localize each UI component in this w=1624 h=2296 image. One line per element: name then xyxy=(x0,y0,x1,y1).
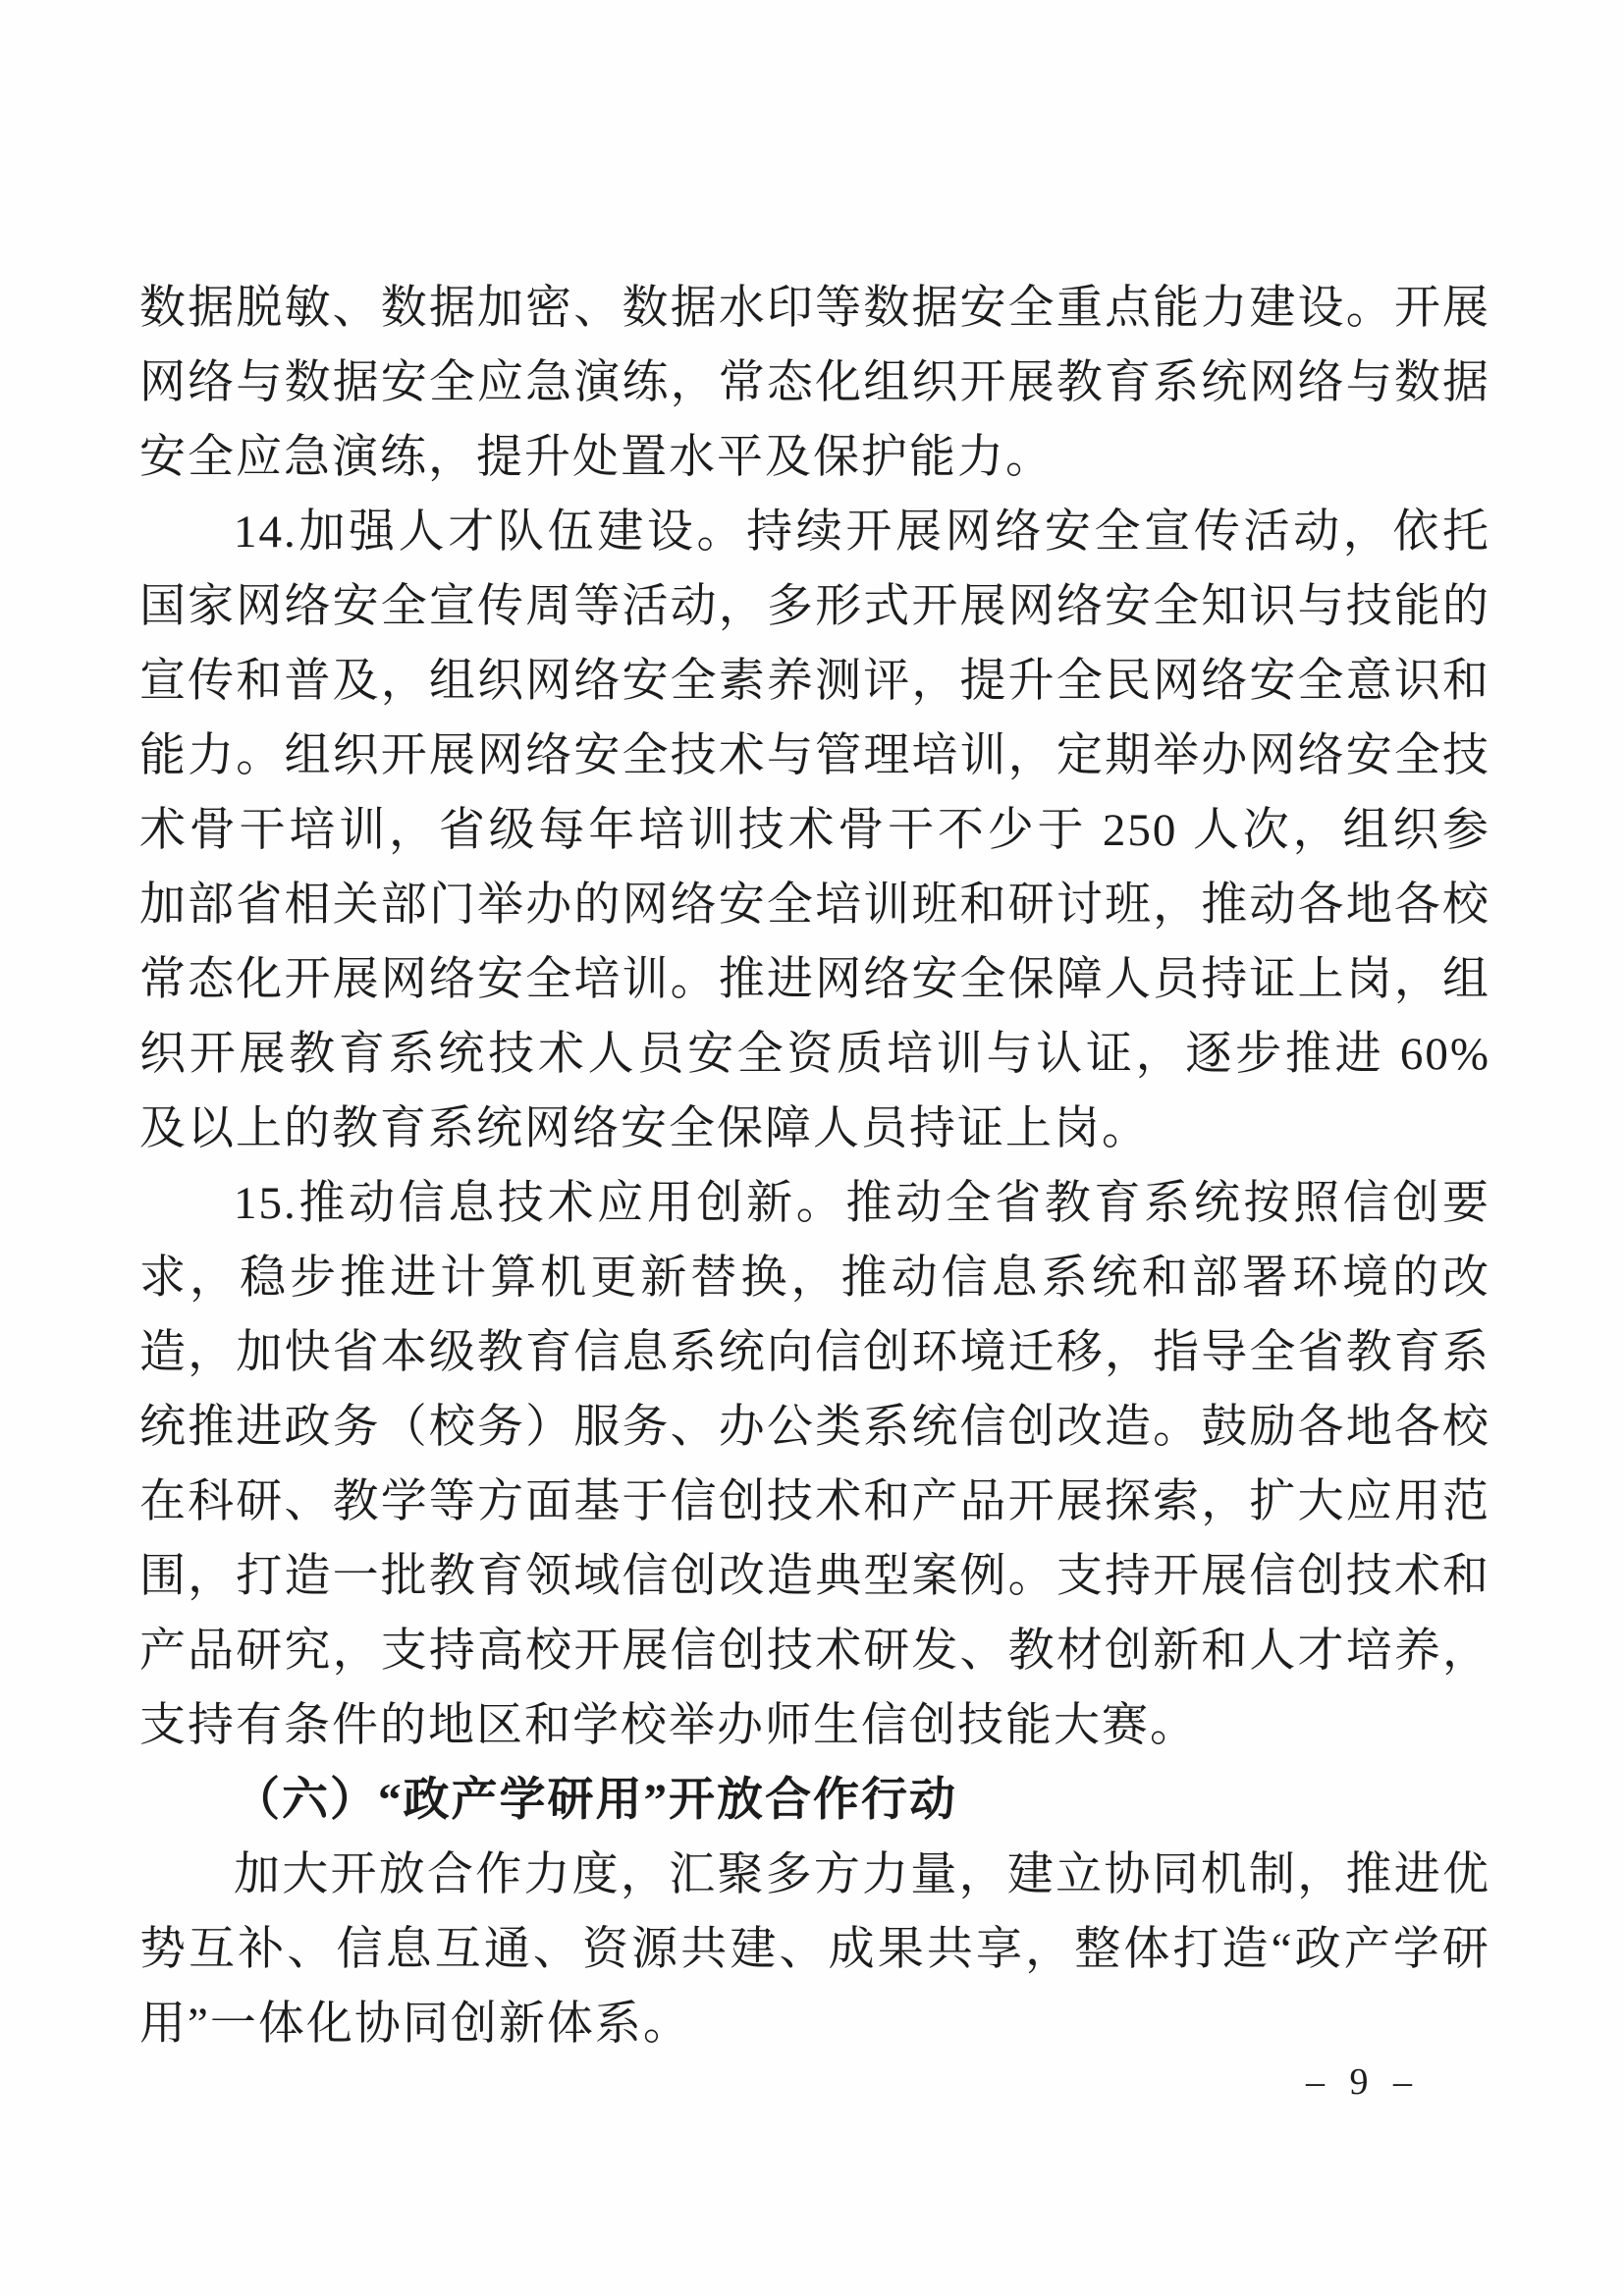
paragraph-continuation: 数据脱敏、数据加密、数据水印等数据安全重点能力建设。开展网络与数据安全应急演练，常态化组织开展教育系统网络与数据安全应急演练，提升处置水平及保护能力。 xyxy=(139,283,1490,483)
paragraph-section-6-body: 加大开放合作力度，汇聚多方力量，建立协同机制，推进优势互补、信息互通、资源共建、成果共享，整体打造“政产学研用”一体化协同创新体系。 xyxy=(139,1849,1490,2050)
paragraph-item-15: 15.推动信息技术应用创新。推动全省教育系统按照信创要求，稳步推进计算机更新替换，推动信息系统和部署环境的改造，加快省本级教育信息系统向信创环境迁移，指导全省教育系统推进政务（校务）服务、办公类系统信创改造。鼓励各地各校在科研、教学等方面基于信创技术和产品开展探索，扩大应用范围，打造一批教育领域信创改造典型案例。支持开展信创技术和产品研究，支持高校开展信创技术研发、教材创新和人才培养，支持有条件的地区和学校举办师生信创技能大赛。 xyxy=(139,1178,1490,1751)
section-heading-6: （六）“政产学研用”开放合作行动 xyxy=(234,1775,957,1826)
paragraph-item-14: 14.加强人才队伍建设。持续开展网络安全宣传活动，依托国家网络安全宣传周等活动，多形式开展网络安全知识与技能的宣传和普及，组织网络安全素养测评，提升全民网络安全意识和能力。组织开展网络安全技术与管理培训，定期举办网络安全技术骨干培训，省级每年培训技术骨干不少于 250 人次，组织参加部省相关部门举办的网络安全培训班和研讨班，推动各地各校常态化开展网络安全培训。推进网络安全保障人员持证上岗，组织开展教育系统技术人员安全资质培训与认证，逐步推进 60%及以上的教育系统网络安全保障人员持证上岗。 xyxy=(139,507,1490,1154)
document-body xyxy=(139,271,1490,2061)
page-number: – 9 – xyxy=(1306,2061,1420,2103)
